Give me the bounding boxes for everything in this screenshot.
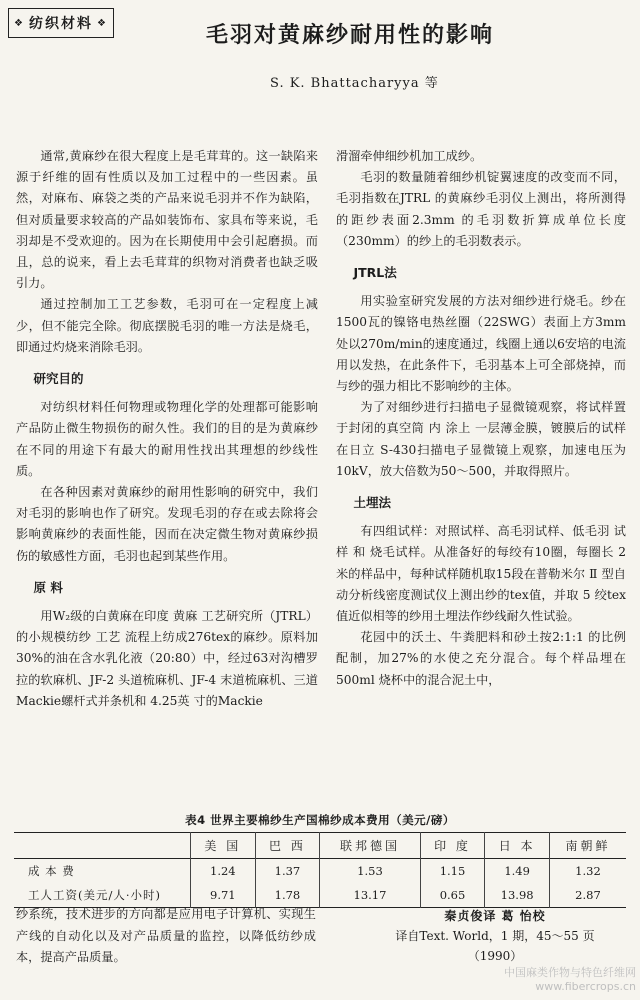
- table-header-row: [14, 833, 626, 859]
- table-cell: 1.78: [255, 883, 320, 908]
- jtrl-heading: JTRL法: [353, 265, 397, 281]
- soil-paragraph-2: 花园中的沃土、牛粪肥料和砂土按2:1:1 的比例配制，加27%的水使之充分混合。每个样品埋在500ml 烧杯中的混合泥土中，: [336, 630, 626, 687]
- article-title: 毛羽对黄麻纱耐用性的影响: [205, 22, 494, 48]
- table-cell: 0.65: [420, 883, 485, 908]
- article-author: S. K. Bhattacharyya 等: [270, 76, 439, 91]
- table-row: [14, 859, 626, 884]
- table-cell: 1.49: [485, 859, 550, 884]
- right-column: [336, 146, 626, 691]
- left-column: [16, 146, 318, 712]
- continued-paragraph: 滑溜牵伸细纱机加工成纱。: [336, 149, 483, 163]
- table-caption: 表4 世界主要棉纱生产国棉纱成本费用（美元/磅）: [185, 813, 455, 827]
- table-header-cell: 巴 西: [255, 833, 320, 859]
- intro-paragraph-2: 通过控制加工工艺参数，毛羽可在一定程度上减少，但不能完全除。彻底摆脱毛羽的唯一方法是烧毛，即通过灼烧来消除毛羽。: [16, 297, 318, 354]
- section-tag: [8, 8, 114, 38]
- source-citation: 译自Text. World，1 期，45～55 页: [395, 929, 595, 943]
- site-watermark: [504, 966, 636, 994]
- table-header-cell: 南朝鲜: [549, 833, 626, 859]
- purpose-heading: 研究目的: [33, 371, 84, 387]
- row-label: 成 本 费: [28, 864, 75, 878]
- table-cell: 2.87: [549, 883, 626, 908]
- row-label: 工人工资(美元/人·小时): [28, 888, 162, 902]
- purpose-paragraph-1: 对纺织材料任何物理或物理化学的处理都可能影响产品防止微生物损伤的耐久性。我们的目的是为黄麻纱在不同的用途下有最大的耐用性找出其理想的纱线性质。: [16, 400, 318, 478]
- table-cell: 9.71: [191, 883, 256, 908]
- table-header-cell: 印 度: [420, 833, 485, 859]
- table-header-cell: [14, 833, 191, 859]
- table-cell: 13.98: [485, 883, 550, 908]
- intro-paragraph-1: 通常,黄麻纱在很大程度上是毛茸茸的。这一缺陷来源于纤维的固有性质以及加工过程中的一些因素。虽然，对麻布、麻袋之类的产品来说毛羽并不作为缺陷，但对质量要求较高的产品如装饰布、家具布等来说，毛羽却是不受欢迎的。因为在长期使用中会引起磨损。而且，总的说来，看上去毛茸茸的织物对消费者也缺乏吸引力。: [16, 149, 318, 291]
- watermark-url: www.fibercrops.cn: [535, 980, 636, 993]
- jtrl-paragraph-1: 用实验室研究发展的方法对细纱进行烧毛。纱在1500瓦的镍铬电热丝圈（22SWG）表面上方3mm处以270m/min的速度通过，线圈上通以6安培的电流用以发热，在此条件下，毛羽基本上可全部烧掉，而与纱的强力相比不影响纱的主体。: [336, 294, 626, 394]
- table-header-cell: 日 本: [485, 833, 550, 859]
- table-cell: 1.24: [191, 859, 256, 884]
- material-paragraph: 用W₂级的白黄麻在印度 黄麻 工艺研究所（JTRL）的小规模纺纱 工艺 流程上纺成276tex的麻纱。原料加30%的油在含水乳化液（20:80）中，经过63对沟槽罗拉的软麻机、JF-2 头道梳麻机、JF-4 末道梳麻机、三道Mackie螺杆式并条机和 4.25英 寸的Mackie: [16, 609, 318, 708]
- jtrl-paragraph-2: 为了对细纱进行扫描电子显微镜观察，将试样置于封闭的真空筒 内 涂上 一层薄金膜，镀膜后的试样在日立 S-430扫描电子显微镜上观察，加速电压为10kV，放大倍数为50～500，并取得照片。: [336, 400, 626, 478]
- soil-paragraph-1: 有四组试样：对照试样、高毛羽试样、低毛羽 试 样 和 烧毛试样。从准备好的每绞有10圈，每圈长 2 米的样品中，每种试样随机取15段在普勒米尔 Ⅱ 型自动分析线密度测试仪上测出纱的tex值，并取 5 绞tex 值近似相等的纱用土埋法作纱线耐久性试验。: [336, 524, 626, 624]
- translator-credit: 秦贞俊译 葛 怡校: [444, 909, 546, 923]
- table-header-cell: 美 国: [191, 833, 256, 859]
- table-header-cell: 联邦德国: [320, 833, 420, 859]
- cost-table-block: [14, 812, 626, 908]
- section-tag-ornament-right: ❖: [97, 17, 108, 29]
- table-cell: 13.17: [320, 883, 420, 908]
- publication-year: （1990）: [467, 949, 523, 963]
- table-cell: 1.32: [549, 859, 626, 884]
- table-cell: 1.15: [420, 859, 485, 884]
- material-heading: 原 料: [33, 579, 63, 595]
- cost-table: [14, 832, 626, 908]
- hairiness-paragraph: 毛羽的数量随着细纱机锭翼速度的改变而不同，毛羽指数在JTRL 的黄麻纱毛羽仪上测出，将所测得的距纱表面2.3mm 的毛羽数折算成单位长度（230mm）的纱上的毛羽数表示。: [336, 170, 626, 248]
- table-cell: 1.37: [255, 859, 320, 884]
- section-tag-ornament-left: ❖: [14, 17, 25, 29]
- purpose-paragraph-2: 在各种因素对黄麻纱的耐用性影响的研究中，我们对毛羽的影响也作了研究。发现毛羽的存在或去除将会影响黄麻纱的表面性能，因而在决定微生物对黄麻纱损伤的敏感性方面，毛羽也起到某些作用。: [16, 485, 318, 563]
- watermark-name: 中国麻类作物与特色纤维网: [504, 966, 636, 979]
- section-tag-label: 纺织材料: [29, 16, 93, 32]
- footer-credits: [360, 906, 630, 966]
- table-cell: 1.53: [320, 859, 420, 884]
- footer-paragraph: 纱系统，技术进步的方向都是应用电子计算机、实现生产线的自动化以及对产品质量的监控，以降低纺纱成本，提高产品质量。: [16, 907, 316, 964]
- soil-heading: 土埋法: [353, 495, 392, 511]
